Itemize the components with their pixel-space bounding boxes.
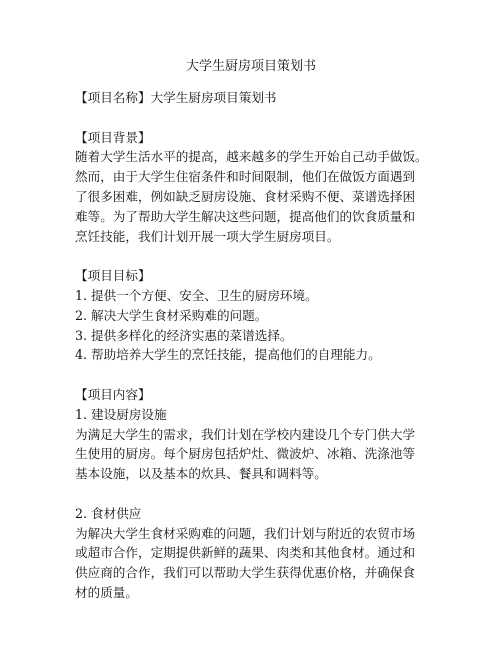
paragraph-gap [75,246,435,266]
background-line: 然而，由于大学生住宿条件和时间限制，他们在做饭方面遇到 [75,169,416,185]
content-section-line: 或超市合作，定期提供新鲜的蔬果、肉类和其他食材。通过和 [75,545,416,561]
content-section-line: 基本设施，以及基本的炊具、餐具和调料等。 [75,466,327,482]
document-body [75,88,435,603]
content-section-title: 2. 食材供应 [75,505,142,521]
content-section-line: 供应商的合作，我们可以帮助大学生获得优惠价格，并确保食 [75,565,416,581]
content-section-line: 材的质量。 [75,584,138,600]
content-section-title: 1. 建设厨房设施 [75,406,167,422]
document-title: 大学生厨房项目策划书 [185,59,316,74]
goal-item: 2. 解决大学生食材采购难的问题。 [75,307,268,323]
paragraph-gap [75,484,435,504]
goal-item: 3. 提供多样化的经济实惠的菜谱选择。 [75,327,293,343]
paragraph-gap [75,108,435,128]
background-heading: 【项目背景】 [75,129,151,145]
background-line: 随着大学生活水平的提高，越来越多的学生开始自己动手做饭。 [75,149,428,165]
paragraph-gap [75,365,435,385]
project-name-line: 【项目名称】大学生厨房项目策划书 [75,90,277,105]
background-line: 烹饪技能，我们计划开展一项大学生厨房项目。 [75,228,340,244]
goal-item: 1. 提供一个方便、安全、卫生的厨房环境。 [75,287,318,303]
background-line: 了很多困难，例如缺乏厨房设施、食材采购不便、菜谱选择困 [75,188,416,204]
goal-item: 4. 帮助培养大学生的烹饪技能，提高他们的自理能力。 [75,347,381,363]
goals-heading: 【项目目标】 [75,268,151,284]
content-section-line: 生使用的厨房。每个厨房包括炉灶、微波炉、冰箱、洗涤池等 [75,446,416,462]
content-section-line: 为解决大学生食材采购难的问题，我们计划与附近的农贸市场 [75,525,416,541]
content-section-line: 为满足大学生的需求，我们计划在学校内建设几个专门供大学 [75,426,416,442]
content-heading: 【项目内容】 [75,386,151,402]
background-line: 难等。为了帮助大学生解决这些问题，提高他们的饮食质量和 [75,208,416,224]
